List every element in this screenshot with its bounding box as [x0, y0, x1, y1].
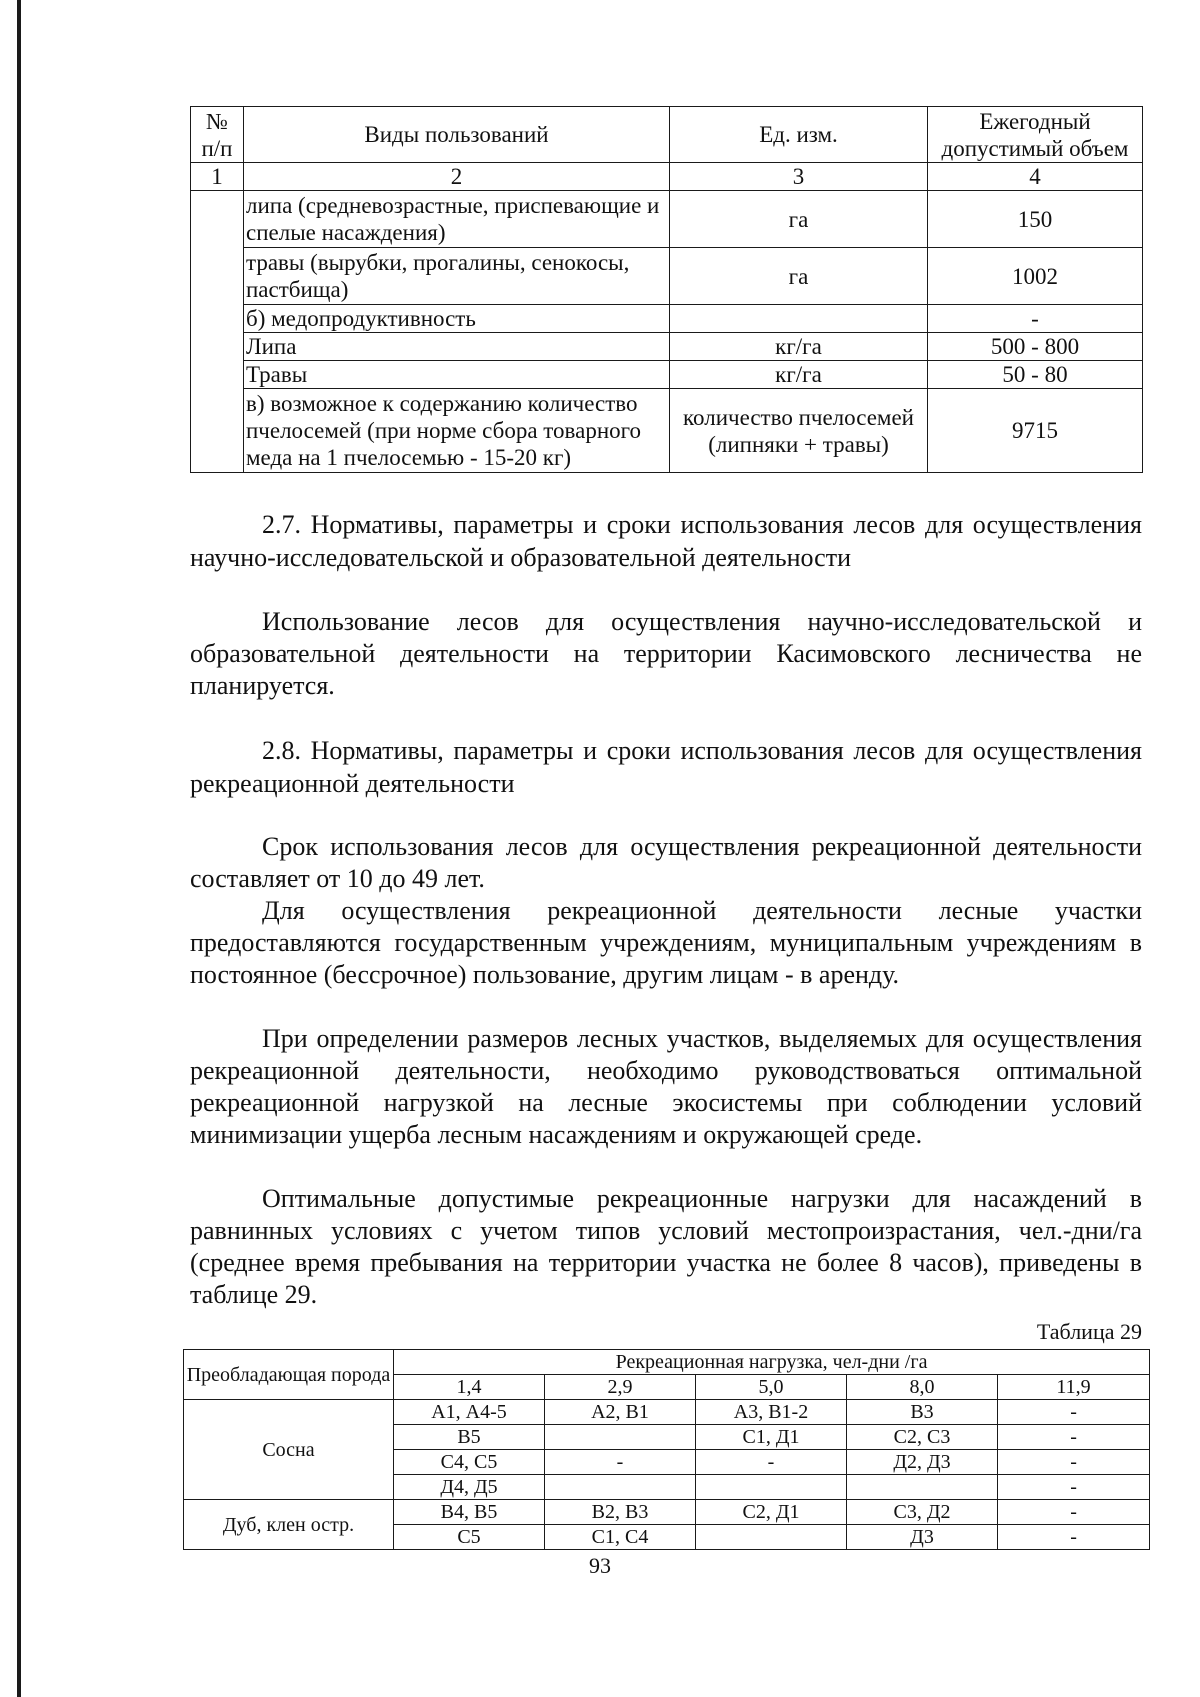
unit-cell: [670, 305, 928, 333]
recreation-load-table: [183, 1349, 1150, 1550]
table-cell: [696, 1475, 847, 1500]
header-volume: Ежегодный допустимый объем: [928, 107, 1143, 163]
table-cell: -: [998, 1475, 1150, 1500]
species-pine: Сосна: [184, 1400, 394, 1500]
header-number: № п/п: [191, 107, 244, 163]
page-edge-line: [17, 0, 21, 1697]
section-2-7-title: 2.7. Нормативы, параметры и сроки использования лесов для осуществления научно-исследовательской и образовательной деятельности: [190, 510, 1142, 572]
header-unit: Ед. изм.: [670, 107, 928, 163]
table-cell: С2, С3: [847, 1425, 998, 1450]
kind-cell: в) возможное к содержанию количество пчелосемей (при норме сбора товарного меда на 1 пчелосемью - 15-20 кг): [244, 389, 670, 473]
table-cell: [847, 1475, 998, 1500]
column-number: 3: [670, 163, 928, 191]
table-cell: В5: [394, 1425, 545, 1450]
table-cell: С1, С4: [545, 1525, 696, 1550]
load-value: 2,9: [545, 1375, 696, 1400]
unit-cell: га: [670, 191, 928, 248]
number-cell-empty: [191, 191, 244, 473]
table-row: [184, 1400, 1150, 1425]
table-row: [191, 361, 1143, 389]
species-oak: Дуб, клен остр.: [184, 1500, 394, 1550]
volume-cell: -: [928, 305, 1143, 333]
volume-cell: 150: [928, 191, 1143, 248]
section-2-8-title: 2.8. Нормативы, параметры и сроки использования лесов для осуществления рекреационной деятельности: [190, 736, 1142, 798]
table-cell: С3, Д2: [847, 1500, 998, 1525]
volume-cell: 500 - 800: [928, 333, 1143, 361]
kind-cell: б) медопродуктивность: [244, 305, 670, 333]
column-number: 4: [928, 163, 1143, 191]
table-row: [191, 333, 1143, 361]
table-cell: -: [998, 1450, 1150, 1475]
table-cell: С2, Д1: [696, 1500, 847, 1525]
table-cell: -: [998, 1525, 1150, 1550]
unit-cell: кг/га: [670, 361, 928, 389]
kind-cell: травы (вырубки, прогалины, сенокосы, пастбища): [244, 248, 670, 305]
load-value: 5,0: [696, 1375, 847, 1400]
table-cell: Д4, Д5: [394, 1475, 545, 1500]
table-row: [184, 1500, 1150, 1525]
section-2-8-paragraph: Оптимальные допустимые рекреационные нагрузки для насаждений в равнинных условиях с учетом типов условий местопроизрастания, чел.-дни/га (среднее время пребывания на территории участка не более 8 часов), приведены в таблице 29.: [190, 1184, 1142, 1309]
load-value: 8,0: [847, 1375, 998, 1400]
column-number: 2: [244, 163, 670, 191]
table-row: [191, 191, 1143, 248]
kind-cell: Липа: [244, 333, 670, 361]
table-cell: С5: [394, 1525, 545, 1550]
table-cell: С4, С5: [394, 1450, 545, 1475]
table-row: [191, 305, 1143, 333]
volume-cell: 1002: [928, 248, 1143, 305]
usage-table-header-row: [191, 107, 1143, 163]
table-cell: [545, 1425, 696, 1450]
table-cell: -: [998, 1425, 1150, 1450]
table-cell: С1, Д1: [696, 1425, 847, 1450]
kind-cell: липа (средневозрастные, приспевающие и спелые насаждения): [244, 191, 670, 248]
species-header: Преобладающая порода: [184, 1350, 394, 1400]
usage-table-column-numbers: [191, 163, 1143, 191]
table-row: [191, 248, 1143, 305]
table-cell: -: [545, 1450, 696, 1475]
unit-cell: га: [670, 248, 928, 305]
table-header-row: [184, 1350, 1150, 1375]
load-value: 1,4: [394, 1375, 545, 1400]
volume-cell: 9715: [928, 389, 1143, 473]
load-header: Рекреационная нагрузка, чел-дни /га: [394, 1350, 1150, 1375]
table-cell: А2, В1: [545, 1400, 696, 1425]
table-row: [191, 389, 1143, 473]
usage-table: [190, 106, 1143, 473]
section-2-8-paragraph: Срок использования лесов для осуществления рекреационной деятельности составляет от 10 до 49 лет.: [190, 832, 1142, 893]
section-2-8-paragraph: При определении размеров лесных участков, выделяемых для осуществления рекреационной деятельности, необходимо руководствоваться оптимальной рекреационной нагрузкой на лесные экосистемы при соблюдении условий минимизации ущерба лесным насаждениям и окружающей среде.: [190, 1024, 1142, 1149]
header-kind: Виды пользований: [244, 107, 670, 163]
page-number: 93: [589, 1553, 611, 1578]
table-caption: Таблица 29: [1036, 1319, 1142, 1344]
table-cell: А1, А4-5: [394, 1400, 545, 1425]
column-number: 1: [191, 163, 244, 191]
unit-cell: количество пчелосемей (липняки + травы): [670, 389, 928, 473]
section-2-7-text: Использование лесов для осуществления научно-исследовательской и образовательной деятельности на территории Касимовского лесничества не планируется.: [190, 607, 1142, 700]
table-cell: Д2, Д3: [847, 1450, 998, 1475]
table-cell: В3: [847, 1400, 998, 1425]
load-value: 11,9: [998, 1375, 1150, 1400]
table-cell: -: [998, 1500, 1150, 1525]
unit-cell: кг/га: [670, 333, 928, 361]
table-cell: -: [696, 1450, 847, 1475]
table-cell: А3, В1-2: [696, 1400, 847, 1425]
table-cell: В2, В3: [545, 1500, 696, 1525]
kind-cell: Травы: [244, 361, 670, 389]
table-cell: [696, 1525, 847, 1550]
table-cell: Д3: [847, 1525, 998, 1550]
section-2-8-paragraph: Для осуществления рекреационной деятельности лесные участки предоставляются государственным учреждениям, муниципальным учреждениям в постоянное (бессрочное) пользование, другим лицам - в аренду.: [190, 896, 1142, 989]
table-cell: В4, В5: [394, 1500, 545, 1525]
table-cell: [545, 1475, 696, 1500]
volume-cell: 50 - 80: [928, 361, 1143, 389]
table-cell: -: [998, 1400, 1150, 1425]
